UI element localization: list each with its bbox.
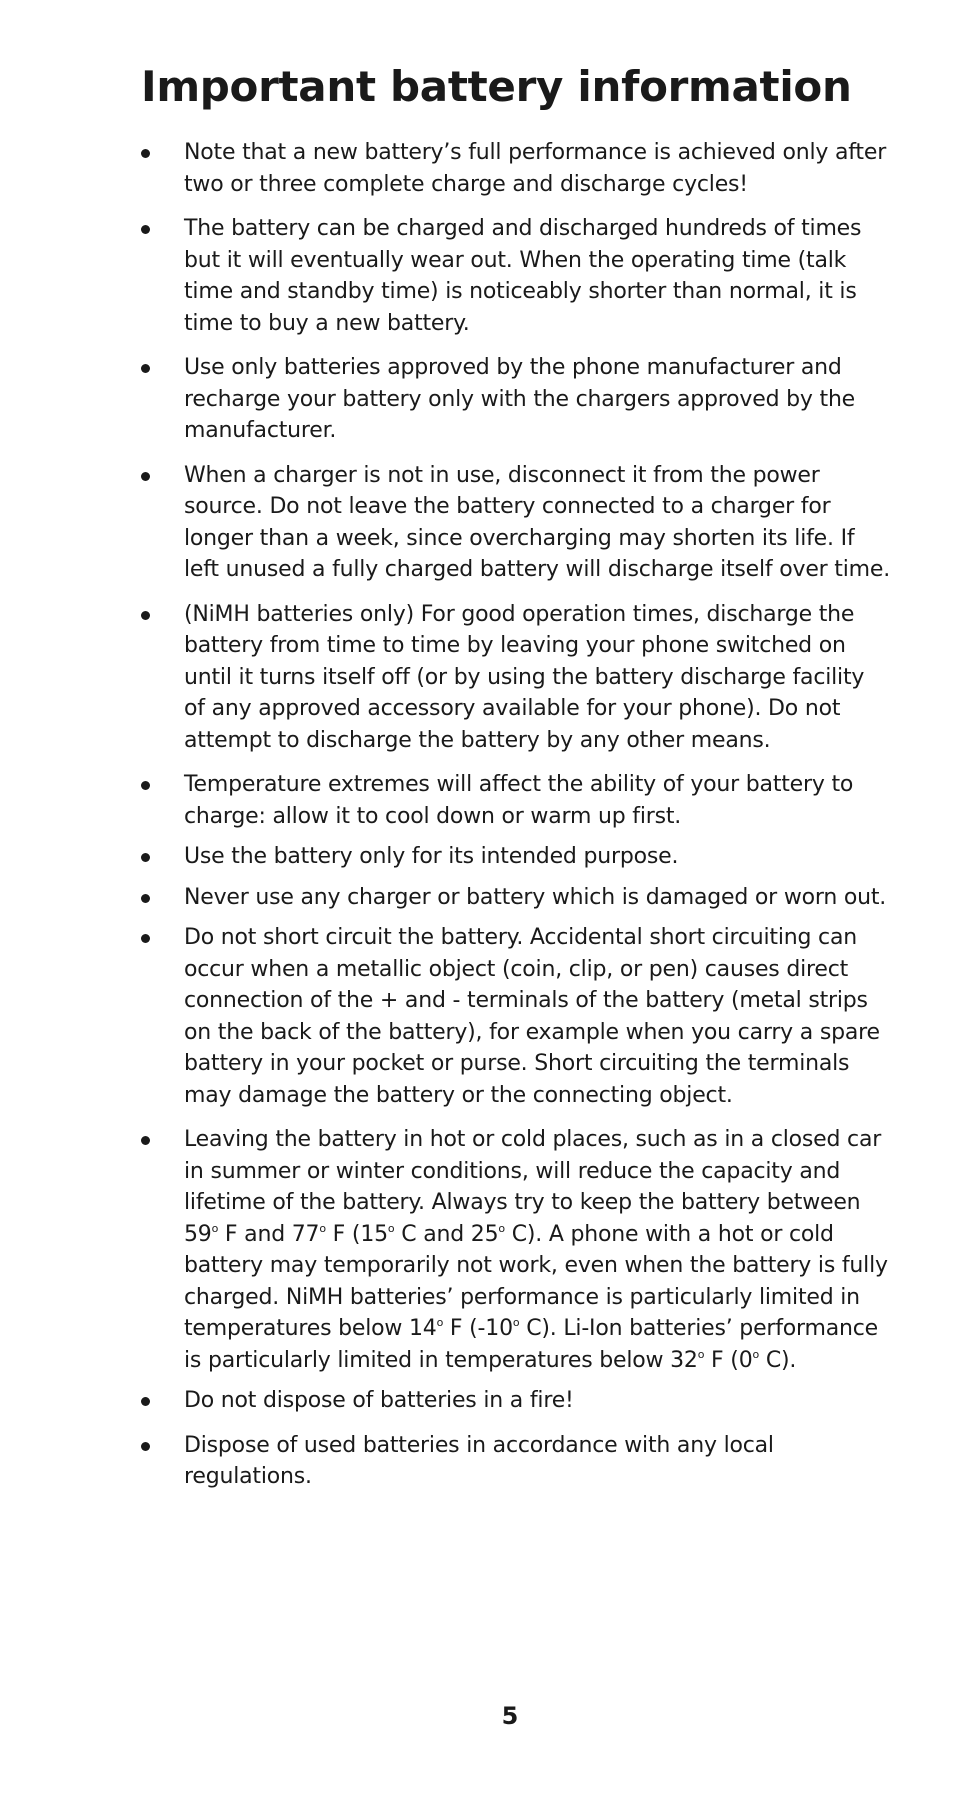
bullet-text: Dispose of used batteries in accordance with any local regulations. xyxy=(184,1432,774,1489)
list-item xyxy=(141,137,891,200)
bullet-text: Never use any charger or battery which is damaged or worn out. xyxy=(184,884,887,910)
text-segment: C). Li-Ion batteries’ performance is particularly limited in temperatures below 32 xyxy=(184,1316,879,1373)
text-segment: C). xyxy=(759,1347,797,1373)
degree-sign: o xyxy=(498,1221,505,1235)
bullet-text: Note that a new battery’s full performance is achieved only after two or three complete charge and discharge cycles! xyxy=(184,140,887,197)
bullet-text: Do not dispose of batteries in a fire! xyxy=(184,1388,574,1413)
bullet-text: Use only batteries approved by the phone manufacturer and recharge your battery only with the chargers approved by the manufacturer. xyxy=(184,355,856,443)
bullet-text: Temperature extremes will affect the ability of your battery to charge: allow it to cool down or warm up first. xyxy=(184,772,854,829)
bullet-text: When a charger is not in use, disconnect it from the power source. Do not leave the battery connected to a charger for longer than a week, since overcharging may shorten its life. If left unused a fully charged battery will discharge itself over time. xyxy=(184,462,891,582)
list-item xyxy=(141,1430,891,1493)
list-item xyxy=(141,922,891,1111)
list-item xyxy=(141,599,891,757)
degree-sign: o xyxy=(436,1316,444,1329)
list-item xyxy=(141,1124,891,1376)
page-number: 5 xyxy=(501,1702,519,1730)
bullet-text xyxy=(184,1127,888,1373)
text-segment: C and 25 xyxy=(394,1221,499,1247)
bullet-text: (NiMH batteries only) For good operation times, discharge the battery from time to time by leaving your phone switched on until it turns itself off (or by using the battery discharge facility of any approved accessory available for your phone). Do not attempt to discharge the battery by any other means. xyxy=(184,601,865,753)
degree-sign: o xyxy=(697,1347,705,1361)
bullet-icon xyxy=(141,853,150,862)
bullet-icon xyxy=(141,225,150,234)
bullet-icon xyxy=(141,1397,150,1406)
battery-info-list xyxy=(141,137,891,1506)
bullet-icon xyxy=(141,472,150,481)
text-segment: C). A phone with a hot or cold battery may temporarily not work, even when the battery is fully charged. NiMH batteries’ performance is particularly limited in temperatures below 14 xyxy=(184,1221,888,1341)
bullet-icon xyxy=(141,611,150,620)
text-segment: F and 77 xyxy=(218,1221,320,1247)
bullet-icon xyxy=(141,1136,150,1145)
degree-sign: o xyxy=(211,1221,219,1235)
text-segment: F (15 xyxy=(325,1221,388,1247)
bullet-icon xyxy=(141,149,150,158)
list-item xyxy=(141,1385,891,1417)
text-segment: F (0 xyxy=(704,1347,753,1373)
list-item xyxy=(141,769,891,832)
list-item xyxy=(141,213,891,339)
list-item xyxy=(141,352,891,447)
degree-sign: o xyxy=(387,1221,395,1235)
list-item xyxy=(141,841,891,873)
bullet-icon xyxy=(141,781,150,790)
list-item xyxy=(141,460,891,586)
degree-sign: o xyxy=(319,1221,326,1235)
page-title: Important battery information xyxy=(141,62,852,111)
degree-sign: o xyxy=(752,1347,760,1361)
bullet-icon xyxy=(141,934,150,943)
text-segment: F (-10 xyxy=(443,1316,513,1341)
degree-sign: o xyxy=(512,1316,520,1329)
bullet-text: The battery can be charged and discharged hundreds of times but it will eventually wear out. When the operating time (talk time and standby time) is noticeably shorter than normal, it is time to buy a new battery. xyxy=(184,216,862,336)
bullet-icon xyxy=(141,894,150,903)
text-segment: Leaving the battery in hot or cold places, such as in a closed car in summer or winter conditions, will reduce the capacity and lifetime of the battery. Always try to keep the battery between 59 xyxy=(184,1127,882,1247)
list-item xyxy=(141,882,891,914)
bullet-text: Use the battery only for its intended purpose. xyxy=(184,844,679,869)
bullet-icon xyxy=(141,1442,150,1451)
bullet-text: Do not short circuit the battery. Accidental short circuiting can occur when a metallic object (coin, clip, or pen) causes direct connection of the + and - terminals of the battery (metal strips on the back of the battery), for example when you carry a spare battery in your pocket or purse. Short circuiting the terminals may damage the battery or the connecting object. xyxy=(184,925,880,1108)
bullet-icon xyxy=(141,364,150,373)
